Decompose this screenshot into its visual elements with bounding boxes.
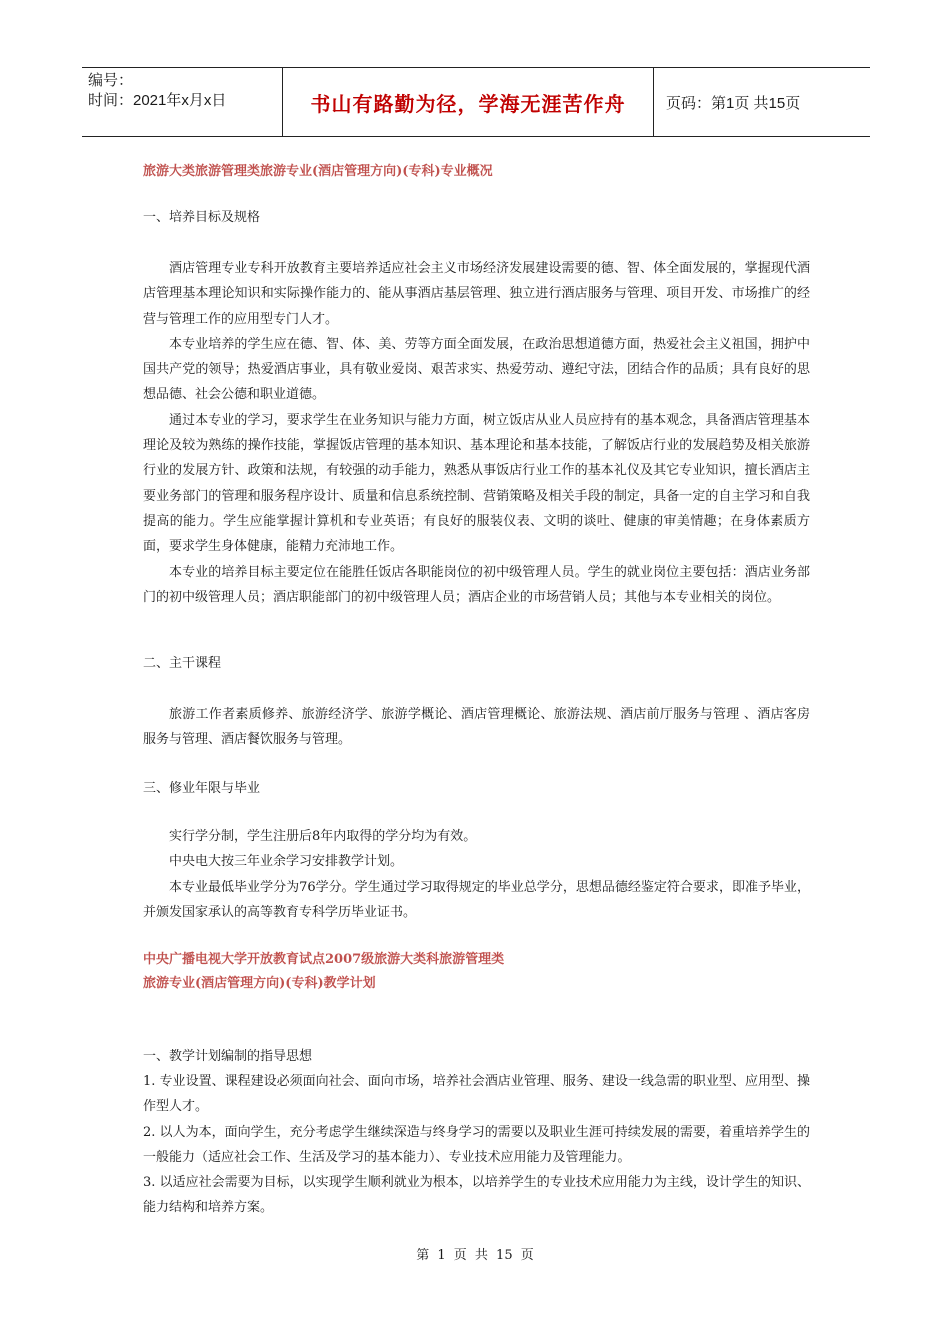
section4-heading: 一、教学计划编制的指导思想 [143, 1049, 313, 1064]
section1-paragraph: 本专业培养的学生应在德、智、体、美、劳等方面全面发展，在政治思想道德方面，热爱社会主义祖国，拥护中国共产党的领导；热爱酒店事业，具有敬业爱岗、艰苦求实、热爱劳动、遵纪守法，团结合作的品质；具有良好的思想品德、社会公德和职业道德。 [143, 336, 810, 403]
guideline-item: 3. 以适应社会需要为目标，以实现学生顺利就业为根本，以培养学生的专业技术应用能力为主线，设计学生的知识、能力结构和培养方案。 [143, 1175, 810, 1216]
section3-paragraph: 中央电大按三年业余学习安排教学计划。 [169, 854, 404, 870]
section1-paragraph: 本专业的培养目标主要定位在能胜任饭店各职能岗位的初中级管理人员。学生的就业岗位主要包括：酒店业务部门的初中级管理人员；酒店职能部门的初中级管理人员；酒店企业的市场营销人员；其他与本专业相关的岗位。 [143, 564, 810, 605]
header-time: 时间：2021年x月x日 [88, 92, 227, 109]
header-motto: 书山有路勤为径，学海无涯苦作舟 [283, 68, 654, 136]
plan-title-line1: 中央广播电视大学开放教育试点2007级旅游大类科旅游管理类 [143, 952, 505, 967]
header-page-info: 页码：第1页 共15页 [666, 94, 801, 112]
section2-paragraph: 旅游工作者素质修养、旅游经济学、旅游学概论、酒店管理概论、旅游法规、酒店前厅服务与管理 、酒店客房服务与管理、酒店餐饮服务与管理。 [143, 707, 810, 748]
section3-body [143, 824, 810, 925]
section1-paragraph: 酒店管理专业专科开放教育主要培养适应社会主义市场经济发展建设需要的德、智、体全面发展的，掌握现代酒店管理基本理论知识和实际操作能力的、能从事酒店基层管理、独立进行酒店服务与管理、项目开发、市场推广的经营与管理工作的应用型专门人才。 [143, 261, 810, 327]
page-footer: 第 1 页 共 15 页 [416, 1248, 534, 1263]
guideline-item: 1. 专业设置、课程建设必须面向社会、面向市场，培养社会酒店业管理、服务、建设一线急需的职业型、应用型、操作型人才。 [143, 1074, 810, 1115]
section4-body [143, 1069, 810, 1221]
plan-title-line2: 旅游专业(酒店管理方向)(专科)教学计划 [143, 976, 376, 991]
section3-paragraph: 本专业最低毕业学分为76学分。学生通过学习取得规定的毕业总学分，思想品德经鉴定符合要求，即准予毕业，并颁发国家承认的高等教育专科学历毕业证书。 [143, 879, 810, 920]
guideline-item: 2. 以人为本，面向学生，充分考虑学生继续深造与终身学习的需要以及职业生涯可持续发展的需要，着重培养学生的一般能力（适应社会工作、生活及学习的基本能力）、专业技术应用能力及管理能力。 [143, 1124, 810, 1165]
page-header [82, 67, 870, 137]
header-number: 编号： [88, 72, 134, 89]
section2-heading: 二、主干课程 [143, 656, 222, 671]
header-meta [82, 68, 283, 136]
plan-title [143, 948, 810, 996]
section1-body [143, 256, 810, 610]
section1-paragraph: 通过本专业的学习，要求学生在业务知识与能力方面，树立饭店从业人员应持有的基本观念，具备酒店管理基本理论及较为熟练的操作技能，掌握饭店管理的基本知识、基本理论和基本技能，了解饭店行业的发展趋势及相关旅游行业的发展方针、政策和法规，有较强的动手能力，熟悉从事饭店行业工作的基本礼仪及其它专业知识，擅长酒店主要业务部门的管理和服务程序设计、质量和信息系统控制、营销策略及相关手段的制定，具备一定的自主学习和自我提高的能力。学生应能掌握计算机和专业英语；有良好的服装仪表、文明的谈吐、健康的审美情趣；在身体素质方面，要求学生身体健康，能精力充沛地工作。 [143, 412, 810, 555]
section3-heading: 三、修业年限与毕业 [143, 781, 261, 796]
document-title: 旅游大类旅游管理类旅游专业(酒店管理方向)(专科)专业概况 [143, 164, 493, 179]
section2-body [143, 702, 810, 753]
section1-heading: 一、培养目标及规格 [143, 210, 261, 225]
section3-paragraph: 实行学分制，学生注册后8年内取得的学分均为有效。 [169, 829, 477, 844]
